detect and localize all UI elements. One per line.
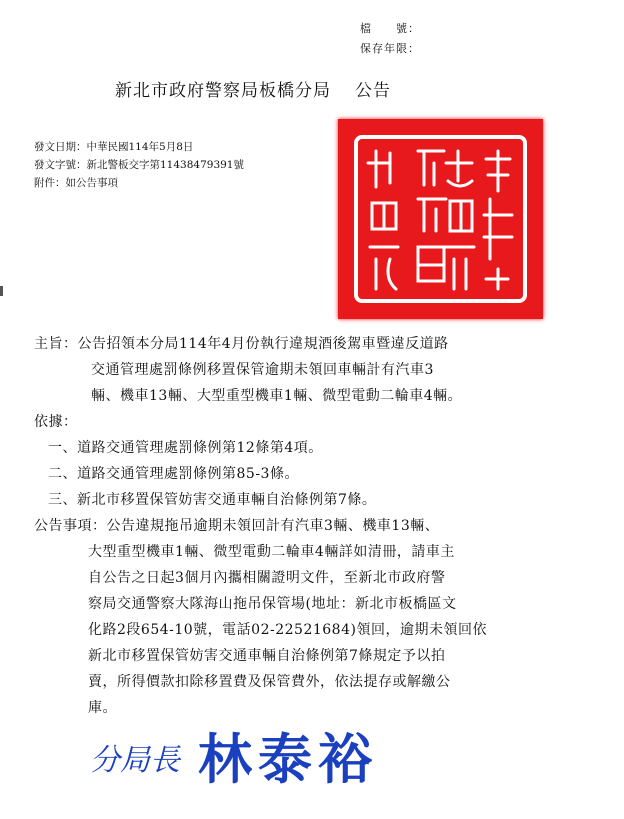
scan-edge-mark	[0, 286, 3, 296]
notice-line: 賣，所得價款扣除移置費及保管費外，依法提存或解繳公	[88, 674, 451, 690]
chief-signature	[90, 718, 490, 798]
issue-date: 發文日期：中華民國114年5月8日	[34, 141, 194, 153]
attachment-note: 附件：如公告事項	[34, 177, 118, 189]
basis-item: 二、道路交通管理處罰條例第85-3條。	[48, 466, 299, 482]
issuing-org: 新北市政府警察局板橋分局	[115, 81, 331, 101]
notice-line: 大型重型機車1輛、微型電動二輪車4輛詳如清冊，請車主	[88, 544, 455, 560]
subject-line: 交通管理處罰條例移置保管逾期未領回車輛計有汽車3	[91, 362, 434, 378]
basis-label: 依據：	[34, 414, 78, 430]
basis-item: 三、新北市移置保管妨害交通車輛自治條例第7條。	[48, 492, 377, 508]
signature-name: 林泰裕	[198, 727, 378, 791]
notice-line: 察局交通警察大隊海山拖吊保管場(地址：新北市板橋區文	[88, 596, 457, 612]
subject-line: 輛、機車13輛、大型重型機車1輛、微型電動二輪車4輛。	[91, 388, 463, 404]
retention-label: 保存年限：	[360, 42, 420, 55]
notice-line: 庫。	[88, 700, 117, 716]
signature-block	[90, 718, 490, 798]
basis-item: 一、道路交通管理處罰條例第12條第4項。	[48, 440, 323, 456]
notice-line: 自公告之日起3個月內攜相關證明文件，至新北市政府警	[88, 570, 446, 586]
subject-line: 主旨：公告招領本分局114年4月份執行違規酒後駕車暨違反道路	[34, 336, 449, 352]
notice-body	[34, 0, 594, 819]
notice-line: 化路2段654-10號，電話02-22521684)領回，逾期未領回依	[88, 622, 487, 638]
reference-number: 發文字號：新北警板交字第11438479391號	[34, 159, 244, 171]
notice-line: 公告事項：公告違規拖吊逾期未領回計有汽車3輛、機車13輛、	[34, 518, 440, 534]
doc-type: 公告	[355, 81, 391, 101]
notice-line: 新北市移置保管妨害交通車輛自治條例第7條規定予以拍	[88, 648, 446, 664]
file-number-label: 檔 號：	[360, 22, 420, 35]
signature-title: 分局長	[90, 743, 180, 778]
